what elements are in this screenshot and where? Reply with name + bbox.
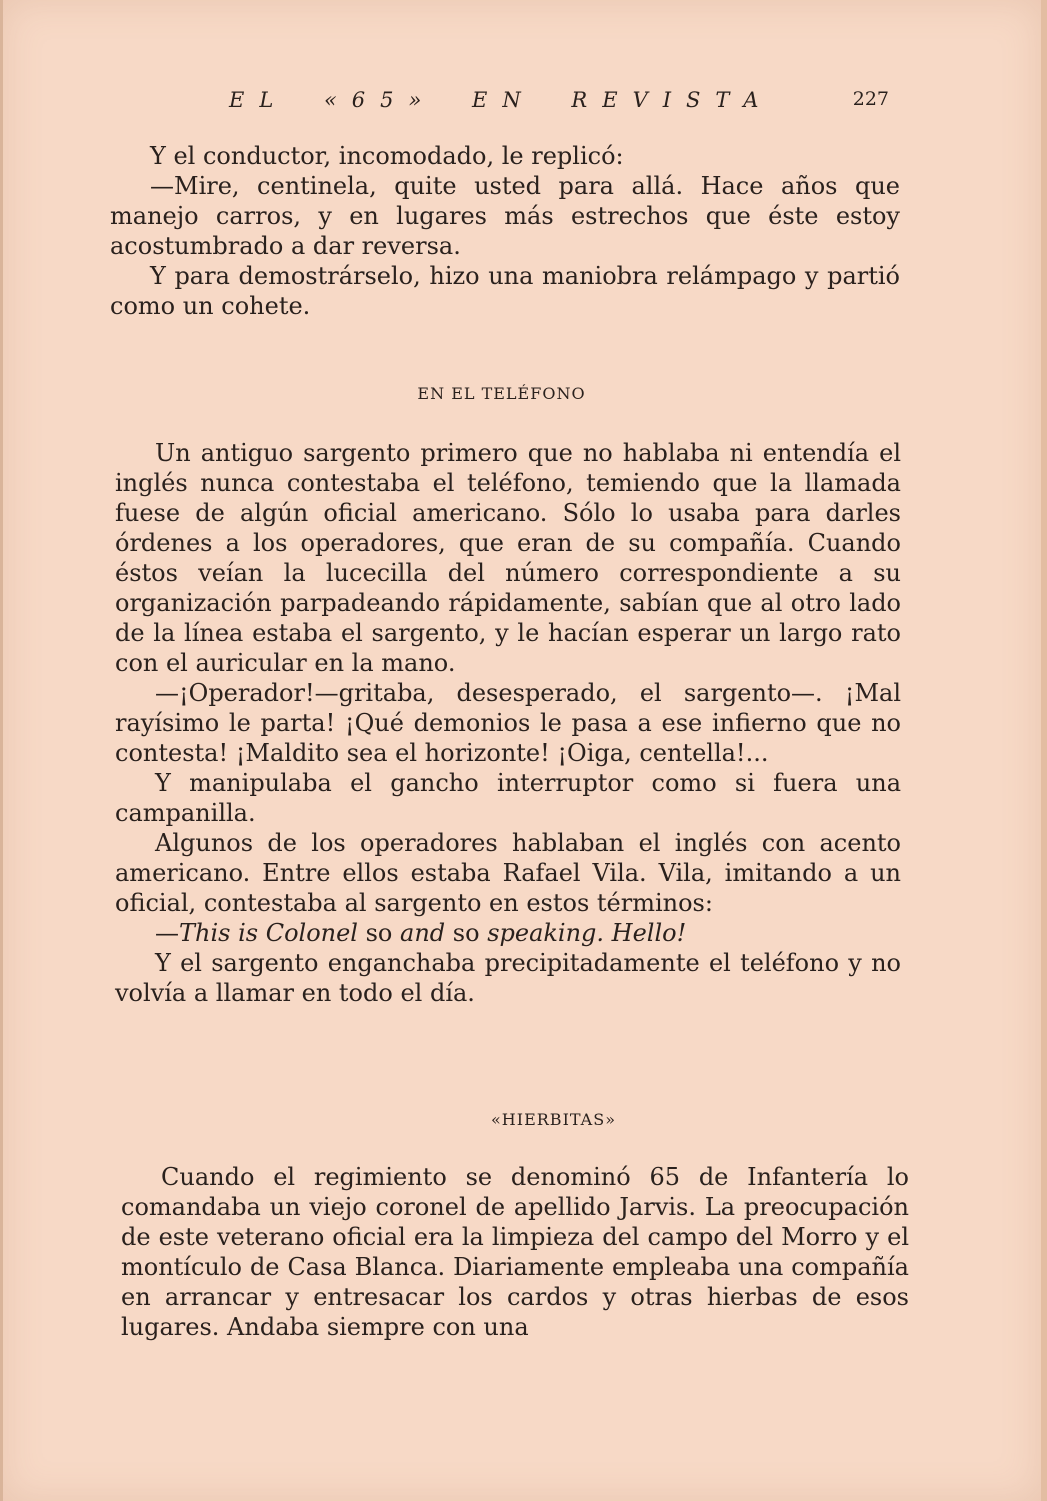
dash: — bbox=[155, 919, 179, 947]
telefono-text-block bbox=[115, 438, 901, 1008]
paragraph: Y para demostrárselo, hizo una maniobra relámpago y partió como un cohete. bbox=[110, 262, 900, 320]
paragraph: —¡Operador!—gritaba, desesperado, el sargento—. ¡Mal rayísimo le parta! ¡Qué demonios le pasa a ese infierno que no contesta! ¡Maldito sea el horizonte! ¡Oiga, centella!... bbox=[115, 679, 901, 767]
paragraph: Un antiguo sargento primero que no hablaba ni entendía el inglés nunca contestaba el teléfono, temiendo que la llamada fuese de algún oficial americano. Sólo lo usaba para darles órdenes a los operadores, que eran de su compañía. Cuando éstos veían la lucecilla del número correspondiente a su organización parpadeando rápidamente, sabían que al otro lado de la línea estaba el sargento, y le hacían esperar un largo rato con el auricular en la mano. bbox=[115, 439, 901, 677]
roman-phrase: so bbox=[445, 919, 488, 947]
paragraph: —Mire, centinela, quite usted para allá. Hace años que manejo carros, y en lugares más estrechos que éste estoy acostumbrado a dar reversa. bbox=[110, 172, 900, 260]
italic-phrase: and bbox=[400, 919, 446, 947]
running-title: EL «65» EN REVISTA bbox=[229, 88, 774, 112]
italic-phrase: speaking. Hello! bbox=[487, 919, 687, 947]
opening-text-block bbox=[110, 141, 900, 321]
page-number: 227 bbox=[852, 88, 889, 110]
italic-phrase: This is Colonel bbox=[179, 919, 358, 947]
section-heading-telefono: EN EL TELÉFONO bbox=[417, 384, 586, 403]
roman-phrase: so bbox=[357, 919, 401, 947]
paragraph: Y el conductor, incomodado, le replicó: bbox=[150, 142, 624, 170]
paragraph: Y el sargento enganchaba precipitadamente el teléfono y no volvía a llamar en todo el día. bbox=[115, 949, 901, 1007]
paragraph: Y manipulaba el gancho interruptor como si fuera una campanilla. bbox=[115, 769, 901, 827]
paragraph: Algunos de los operadores hablaban el inglés con acento americano. Entre ellos estaba Rafael Vila. Vila, imitando a un oficial, contestaba al sargento en estos términos: bbox=[115, 829, 901, 917]
section-heading-hierbitas: «HIERBITAS» bbox=[491, 1110, 616, 1129]
paragraph-dialogue bbox=[115, 918, 901, 948]
running-head bbox=[229, 88, 889, 118]
paragraph: Cuando el regimiento se denominó 65 de Infantería lo comandaba un viejo coronel de apellido Jarvis. La preocupación de este veterano oficial era la limpieza del campo del Morro y el montículo de Casa Blanca. Diariamente empleaba una compañía en arrancar y entresacar los cardos y otras hierbas de esos lugares. Andaba siempre con una bbox=[121, 1163, 909, 1341]
hierbitas-text-block bbox=[121, 1162, 909, 1342]
